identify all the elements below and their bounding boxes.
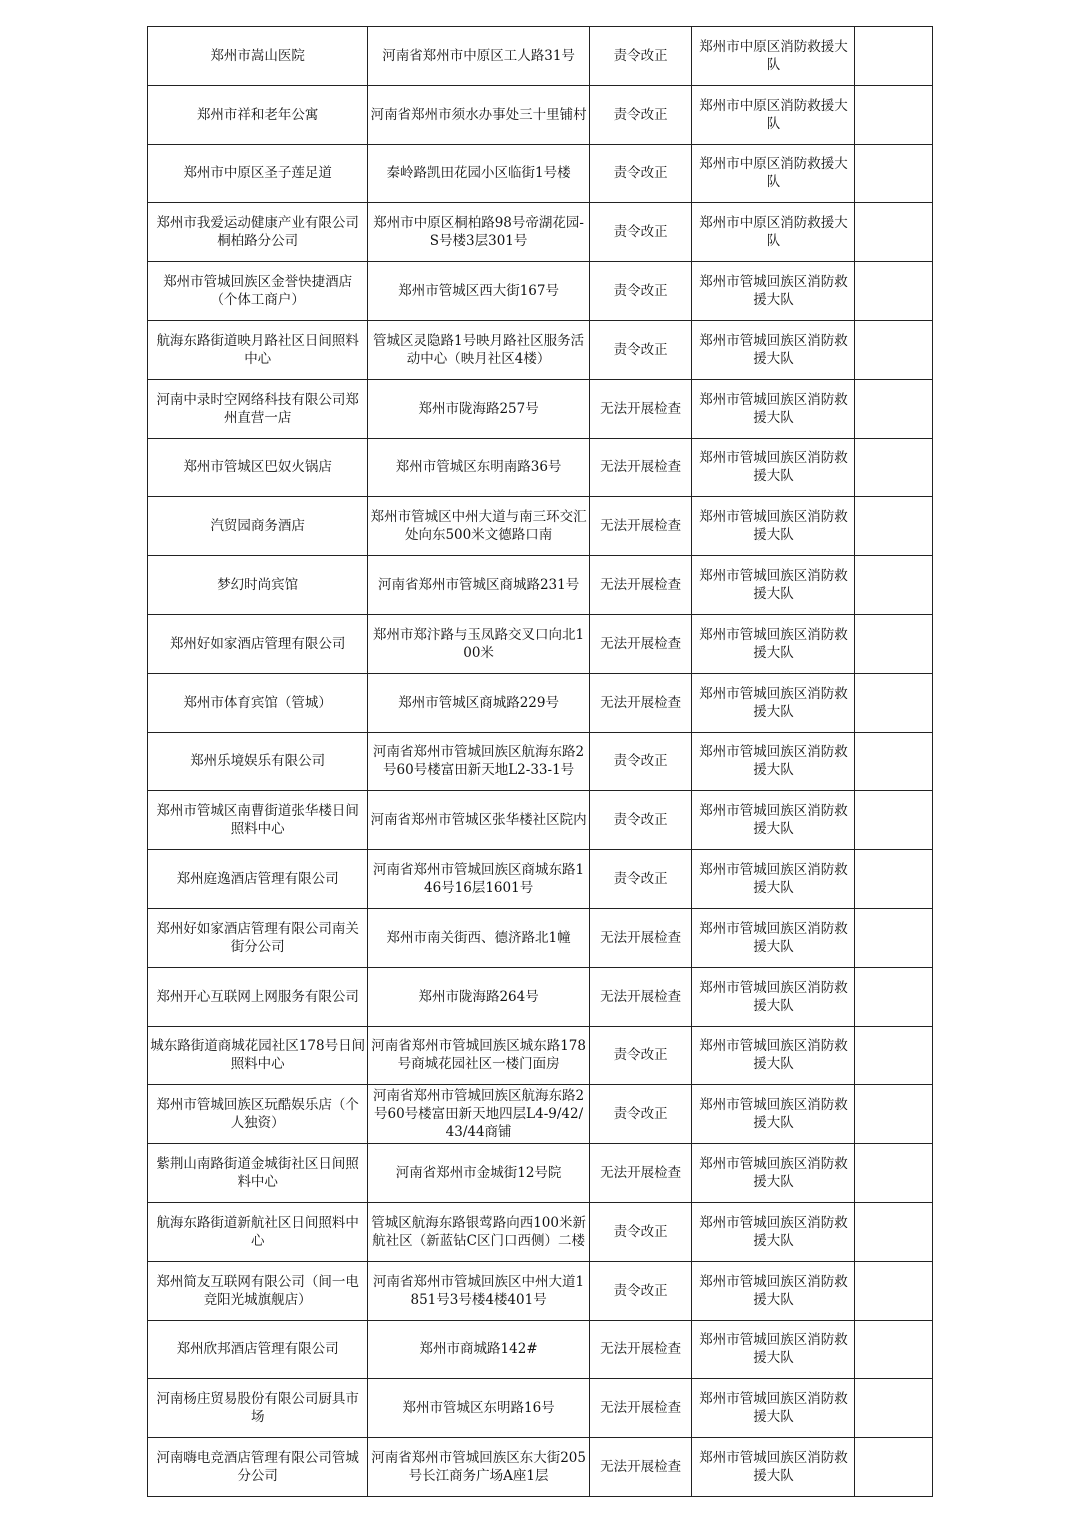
- notes-cell: [855, 203, 933, 262]
- address-cell: 郑州市商城路142#: [368, 1320, 589, 1379]
- fire-brigade-cell: 郑州市管城回族区消防救援大队: [692, 1085, 855, 1144]
- action-cell: 无法开展检查: [589, 908, 692, 967]
- fire-brigade-cell: 郑州市管城回族区消防救援大队: [692, 497, 855, 556]
- table-row: [148, 908, 933, 967]
- action-cell: 无法开展检查: [589, 379, 692, 438]
- table-row: [148, 1379, 933, 1438]
- fire-brigade-cell: 郑州市中原区消防救援大队: [692, 85, 855, 144]
- table-row: [148, 791, 933, 850]
- address-cell: 河南省郑州市管城回族区城东路178号商城花园社区一楼门面房: [368, 1026, 589, 1085]
- address-cell: 郑州市中原区桐柏路98号帝湖花园-S号楼3层301号: [368, 203, 589, 262]
- unit-name-cell: 郑州好如家酒店管理有限公司: [148, 614, 368, 673]
- notes-cell: [855, 673, 933, 732]
- table-row: [148, 85, 933, 144]
- notes-cell: [855, 556, 933, 615]
- unit-name-cell: 汽贸园商务酒店: [148, 497, 368, 556]
- address-cell: 河南省郑州市管城回族区东大街205号长江商务广场A座1层: [368, 1438, 589, 1497]
- fire-brigade-cell: 郑州市管城回族区消防救援大队: [692, 1261, 855, 1320]
- action-cell: 责令改正: [589, 144, 692, 203]
- action-cell: 责令改正: [589, 1026, 692, 1085]
- fire-brigade-cell: 郑州市管城回族区消防救援大队: [692, 732, 855, 791]
- action-cell: 责令改正: [589, 203, 692, 262]
- action-cell: 责令改正: [589, 1085, 692, 1144]
- unit-name-cell: 郑州市管城区南曹街道张华楼日间照料中心: [148, 791, 368, 850]
- address-cell: 郑州市陇海路264号: [368, 967, 589, 1026]
- action-cell: 无法开展检查: [589, 1438, 692, 1497]
- notes-cell: [855, 967, 933, 1026]
- action-cell: 无法开展检查: [589, 1144, 692, 1203]
- unit-name-cell: 河南中录时空网络科技有限公司郑州直营一店: [148, 379, 368, 438]
- notes-cell: [855, 1438, 933, 1497]
- fire-brigade-cell: 郑州市管城回族区消防救援大队: [692, 1144, 855, 1203]
- unit-name-cell: 郑州庭逸酒店管理有限公司: [148, 850, 368, 909]
- notes-cell: [855, 1202, 933, 1261]
- fire-brigade-cell: 郑州市中原区消防救援大队: [692, 144, 855, 203]
- unit-name-cell: 河南杨庄贸易股份有限公司厨具市场: [148, 1379, 368, 1438]
- action-cell: 无法开展检查: [589, 438, 692, 497]
- action-cell: 责令改正: [589, 320, 692, 379]
- unit-name-cell: 河南嗨电竞酒店管理有限公司管城分公司: [148, 1438, 368, 1497]
- fire-brigade-cell: 郑州市管城回族区消防救援大队: [692, 262, 855, 321]
- table-row: [148, 1202, 933, 1261]
- table-row: [148, 497, 933, 556]
- fire-brigade-cell: 郑州市管城回族区消防救援大队: [692, 967, 855, 1026]
- action-cell: 责令改正: [589, 1202, 692, 1261]
- address-cell: 河南省郑州市金城街12号院: [368, 1144, 589, 1203]
- unit-name-cell: 紫荆山南路街道金城街社区日间照料中心: [148, 1144, 368, 1203]
- fire-brigade-cell: 郑州市管城回族区消防救援大队: [692, 556, 855, 615]
- fire-brigade-cell: 郑州市中原区消防救援大队: [692, 27, 855, 86]
- fire-brigade-cell: 郑州市中原区消防救援大队: [692, 203, 855, 262]
- fire-brigade-cell: 郑州市管城回族区消防救援大队: [692, 320, 855, 379]
- fire-brigade-cell: 郑州市管城回族区消防救援大队: [692, 1379, 855, 1438]
- unit-name-cell: 郑州市祥和老年公寓: [148, 85, 368, 144]
- unit-name-cell: 郑州市中原区圣子莲足道: [148, 144, 368, 203]
- address-cell: 河南省郑州市管城回族区航海东路2号60号楼富田新天地L2-33-1号: [368, 732, 589, 791]
- table-body: [148, 27, 933, 1497]
- table-row: [148, 1026, 933, 1085]
- unit-name-cell: 郑州简友互联网有限公司（间一电竞阳光城旗舰店）: [148, 1261, 368, 1320]
- address-cell: 郑州市南关街西、德济路北1幢: [368, 908, 589, 967]
- notes-cell: [855, 1026, 933, 1085]
- notes-cell: [855, 1320, 933, 1379]
- unit-name-cell: 航海东路街道映月路社区日间照料中心: [148, 320, 368, 379]
- action-cell: 无法开展检查: [589, 967, 692, 1026]
- action-cell: 无法开展检查: [589, 1320, 692, 1379]
- fire-brigade-cell: 郑州市管城回族区消防救援大队: [692, 614, 855, 673]
- address-cell: 郑州市管城区商城路229号: [368, 673, 589, 732]
- unit-name-cell: 郑州开心互联网上网服务有限公司: [148, 967, 368, 1026]
- unit-name-cell: 郑州市管城回族区玩酷娱乐店（个人独资）: [148, 1085, 368, 1144]
- address-cell: 郑州市管城区中州大道与南三环交汇处向东500米文德路口南: [368, 497, 589, 556]
- address-cell: 秦岭路凯田花园小区临街1号楼: [368, 144, 589, 203]
- notes-cell: [855, 1144, 933, 1203]
- action-cell: 责令改正: [589, 85, 692, 144]
- fire-brigade-cell: 郑州市管城回族区消防救援大队: [692, 379, 855, 438]
- action-cell: 无法开展检查: [589, 497, 692, 556]
- table-row: [148, 614, 933, 673]
- table-row: [148, 438, 933, 497]
- action-cell: 责令改正: [589, 850, 692, 909]
- table-row: [148, 732, 933, 791]
- unit-name-cell: 郑州市我爱运动健康产业有限公司桐柏路分公司: [148, 203, 368, 262]
- notes-cell: [855, 320, 933, 379]
- notes-cell: [855, 27, 933, 86]
- address-cell: 郑州市管城区西大街167号: [368, 262, 589, 321]
- action-cell: 无法开展检查: [589, 614, 692, 673]
- unit-name-cell: 梦幻时尚宾馆: [148, 556, 368, 615]
- notes-cell: [855, 908, 933, 967]
- fire-brigade-cell: 郑州市管城回族区消防救援大队: [692, 908, 855, 967]
- notes-cell: [855, 1379, 933, 1438]
- fire-brigade-cell: 郑州市管城回族区消防救援大队: [692, 1438, 855, 1497]
- notes-cell: [855, 438, 933, 497]
- table-row: [148, 1261, 933, 1320]
- address-cell: 郑州市管城区东明南路36号: [368, 438, 589, 497]
- notes-cell: [855, 85, 933, 144]
- address-cell: 河南省郑州市管城区商城路231号: [368, 556, 589, 615]
- table-row: [148, 1438, 933, 1497]
- table-row: [148, 262, 933, 321]
- notes-cell: [855, 1261, 933, 1320]
- table-row: [148, 320, 933, 379]
- unit-name-cell: 郑州好如家酒店管理有限公司南关街分公司: [148, 908, 368, 967]
- action-cell: 责令改正: [589, 732, 692, 791]
- table-row: [148, 1320, 933, 1379]
- table-row: [148, 556, 933, 615]
- inspection-table: [147, 26, 933, 1497]
- unit-name-cell: 郑州市管城区巴奴火锅店: [148, 438, 368, 497]
- table-row: [148, 379, 933, 438]
- address-cell: 河南省郑州市须水办事处三十里铺村: [368, 85, 589, 144]
- notes-cell: [855, 791, 933, 850]
- unit-name-cell: 郑州市体育宾馆（管城）: [148, 673, 368, 732]
- table-row: [148, 203, 933, 262]
- table-row: [148, 850, 933, 909]
- fire-brigade-cell: 郑州市管城回族区消防救援大队: [692, 850, 855, 909]
- action-cell: 无法开展检查: [589, 556, 692, 615]
- notes-cell: [855, 732, 933, 791]
- table-row: [148, 1144, 933, 1203]
- table-row: [148, 967, 933, 1026]
- notes-cell: [855, 850, 933, 909]
- unit-name-cell: 城东路街道商城花园社区178号日间照料中心: [148, 1026, 368, 1085]
- table-row: [148, 673, 933, 732]
- notes-cell: [855, 144, 933, 203]
- notes-cell: [855, 379, 933, 438]
- action-cell: 责令改正: [589, 262, 692, 321]
- fire-brigade-cell: 郑州市管城回族区消防救援大队: [692, 1026, 855, 1085]
- fire-brigade-cell: 郑州市管城回族区消防救援大队: [692, 438, 855, 497]
- action-cell: 责令改正: [589, 1261, 692, 1320]
- fire-brigade-cell: 郑州市管城回族区消防救援大队: [692, 1202, 855, 1261]
- action-cell: 责令改正: [589, 27, 692, 86]
- fire-brigade-cell: 郑州市管城回族区消防救援大队: [692, 791, 855, 850]
- address-cell: 郑州市管城区东明路16号: [368, 1379, 589, 1438]
- table-row: [148, 27, 933, 86]
- address-cell: 河南省郑州市管城回族区航海东路2号60号楼富田新天地四层L4-9/42/43/44商铺: [368, 1085, 589, 1144]
- unit-name-cell: 郑州市管城回族区金誉快捷酒店（个体工商户）: [148, 262, 368, 321]
- address-cell: 河南省郑州市中原区工人路31号: [368, 27, 589, 86]
- address-cell: 郑州市郑汴路与玉凤路交叉口向北100米: [368, 614, 589, 673]
- action-cell: 无法开展检查: [589, 673, 692, 732]
- address-cell: 郑州市陇海路257号: [368, 379, 589, 438]
- address-cell: 河南省郑州市管城回族区商城东路146号16层1601号: [368, 850, 589, 909]
- notes-cell: [855, 614, 933, 673]
- action-cell: 无法开展检查: [589, 1379, 692, 1438]
- address-cell: 管城区灵隐路1号映月路社区服务活动中心（映月社区4楼）: [368, 320, 589, 379]
- address-cell: 管城区航海东路银莺路向西100米新航社区（新蓝钻C区门口西侧）二楼: [368, 1202, 589, 1261]
- notes-cell: [855, 262, 933, 321]
- notes-cell: [855, 1085, 933, 1144]
- fire-brigade-cell: 郑州市管城回族区消防救援大队: [692, 673, 855, 732]
- address-cell: 河南省郑州市管城区张华楼社区院内: [368, 791, 589, 850]
- unit-name-cell: 郑州乐境娱乐有限公司: [148, 732, 368, 791]
- unit-name-cell: 郑州市嵩山医院: [148, 27, 368, 86]
- action-cell: 责令改正: [589, 791, 692, 850]
- table-row: [148, 144, 933, 203]
- table-row: [148, 1085, 933, 1144]
- address-cell: 河南省郑州市管城回族区中州大道1851号3号楼4楼401号: [368, 1261, 589, 1320]
- unit-name-cell: 郑州欣邦酒店管理有限公司: [148, 1320, 368, 1379]
- unit-name-cell: 航海东路街道新航社区日间照料中心: [148, 1202, 368, 1261]
- notes-cell: [855, 497, 933, 556]
- fire-brigade-cell: 郑州市管城回族区消防救援大队: [692, 1320, 855, 1379]
